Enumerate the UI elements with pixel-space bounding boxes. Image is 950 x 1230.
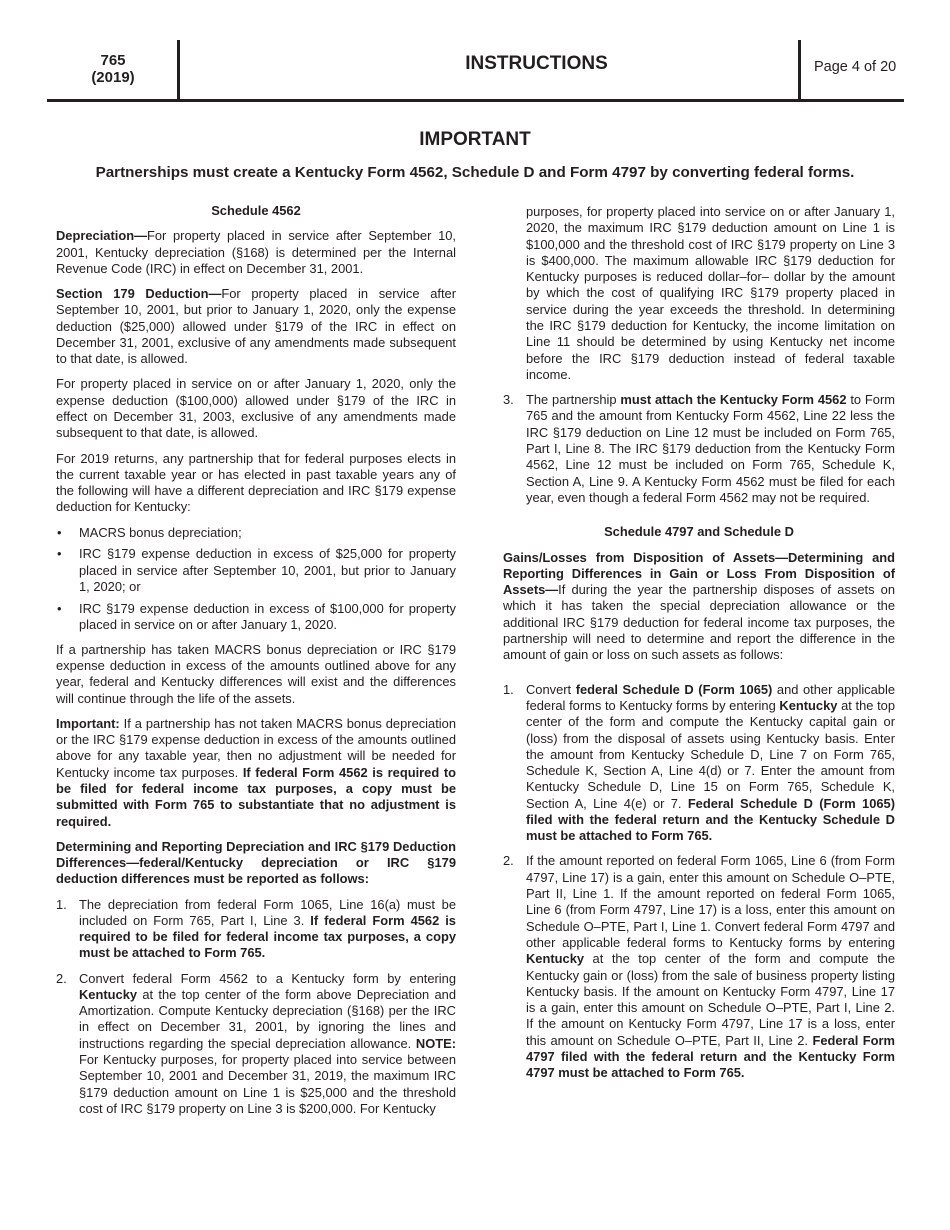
- left-column: [56, 203, 456, 1117]
- list-item: 1. The depreciation from federal Form 1065, Line 16(a) must be included on Form 765, Part I, Line 3. If federal Form 4562 is required to be filed for federal income tax purposes, a copy must be attached to Form 765.: [56, 896, 456, 961]
- section-179-text: For property placed in service after September 10, 2001, but prior to January 1, 2020, only the expense deduction ($25,000) allowed under §179 of the IRC in effect on December 31, 2001, exclusive of any amendments made subsequent to that date, is allowed.: [56, 286, 456, 367]
- right-column: [503, 204, 895, 1091]
- important-heading: IMPORTANT: [419, 129, 531, 150]
- list-item: 1. Convert federal Schedule D (Form 1065) and other applicable federal forms to Kentucky forms by entering Kentucky at the top center of the form and compute the Kentucky capital gain or (loss) from the disposal of assets using Kentucky basis. Enter the amount from Kentucky Schedule D, Line 7 on Form 765, Schedule K, Section A, Line 4(d) or 7. Enter the amount from Kentucky Schedule D, Line 15 on Form 765, Schedule K, Section A, Line 4(e) or 7. Federal Schedule D (Form 1065) filed with the federal return and the Kentucky Schedule D must be attached to Form 765.: [503, 681, 895, 844]
- page-header: [47, 40, 904, 102]
- bullet-icon: •: [57, 600, 62, 616]
- header-divider-right: [798, 40, 801, 102]
- header-divider-left: [177, 40, 180, 102]
- important-subtitle: Partnerships must create a Kentucky Form 4562, Schedule D and Form 4797 by converting federal forms.: [95, 164, 855, 181]
- list-item: • IRC §179 expense deduction in excess of $100,000 for property placed in service on or after January 1, 2020.: [57, 600, 456, 633]
- bullet-icon: •: [57, 546, 62, 562]
- list-item: • MACRS bonus depreciation;: [57, 524, 242, 540]
- form-number: 765: [100, 52, 126, 69]
- macrs-paragraph: If a partnership has taken MACRS bonus depreciation or IRC §179 expense deduction in excess of the amounts outlined above for any year, federal and Kentucky differences will exist and the differences will continue through the life of the assets.: [56, 641, 456, 706]
- depreciation-paragraph: [56, 228, 456, 277]
- list-item: 2. Convert federal Form 4562 to a Kentucky form by entering Kentucky at the top center of the form above Depreciation and Amortization. Compute Kentucky depreciation (§168) per the IRC in effect on December 31, 2001, by ignoring the lines and instructions regarding the special depreciation allowance. NOTE: For Kentucky purposes, for property placed into service between September 10, 2001 and December 31, 2019, the maximum IRC §179 deduction amount on Line 1 is $25,000 and the threshold cost of IRC §179 property on Line 3 is $200,000. For Kentucky: [56, 970, 456, 1116]
- important-lead: Important:: [56, 715, 120, 731]
- important-paragraph: Important: If a partnership has not taken MACRS bonus depreciation or the IRC §179 expense deduction in excess of the amounts outlined above for any taxable year, then no adjustment will be needed for Kentucky income tax purposes. If federal Form 4562 is required to be filed for federal income tax purposes, a copy must be submitted with Form 765 to substantiate that no adjustment is required.: [56, 715, 456, 829]
- form-year: (2019): [91, 69, 135, 86]
- bullet-list: [56, 525, 456, 634]
- list-item: 2. If the amount reported on federal Form 1065, Line 6 (from Form 4797, Line 17) is a gain, enter this amount on Schedule O–PTE, Part II, Line 1. If the amount reported on federal Form 1065, Line 6 (from Form 4797, Line 17) is a loss, enter this amount on Schedule O–PTE, Part I, Line 1. Convert federal Form 4797 and other applicable federal forms to Kentucky forms by entering Kentucky at the top center of the form and compute the Kentucky gain or (loss) from the sale of business property listing Kentucky basis. If the amount on Kentucky Form 4797, Line 17 is a gain, enter this amount on Schedule O–PTE, Part I, Line 2. If the amount on Kentucky Form 4797, Line 17 is a loss, enter this amount on Schedule O–PTE, Part II, Line 2. Federal Form 4797 filed with the federal return and the Kentucky Form 4797 must be attached to Form 765.: [503, 853, 895, 1081]
- depreciation-lead: Depreciation—: [56, 228, 147, 244]
- page-number: Page 4 of 20: [814, 59, 897, 75]
- section-179-lead: Section 179 Deduction—: [56, 286, 222, 302]
- item-2-continued: purposes, for property placed into service on or after January 1, 2020, the maximum IRC §179 deduction amount on Line 1 is $100,000 and the threshold cost of IRC §179 property on Line 3 is $400,000. The maximum allowable IRC §179 deduction for Kentucky purposes is reduced dollar–for– dollar by the amount by which the cost of qualifying IRC §179 property placed in service during the year exceeds the threshold. In determining the IRC §179 deduction for Kentucky, the income limitation on Line 11 should be determined by using Kentucky net income before the IRC §179 deduction instead of federal taxable income.: [526, 204, 895, 382]
- bullet-icon: •: [57, 524, 62, 540]
- left-numbered-list: [56, 897, 456, 1118]
- schedule-4562-heading: Schedule 4562: [211, 203, 301, 218]
- determining-heading: Determining and Reporting Depreciation and IRC §179 Deduction Differences—federal/Kentucky depreciation or IRC §179 deduction differences must be reported as follows:: [56, 838, 456, 887]
- paragraph-2019: For 2019 returns, any partnership that for federal purposes elects in the current taxable year or has elected in past taxable years any of the following will have a different depreciation and IRC §179 expense deduction for Kentucky:: [56, 450, 456, 515]
- gains-paragraph: Gains/Losses from Disposition of Assets—Determining and Reporting Differences in Gain or Loss From Disposition of Assets—If during the year the partnership disposes of assets on which it has taken the special depreciation allowance or the additional IRC §179 deduction for federal income tax purposes, the partnership will need to determine and report the difference in the amount of gain or loss on such assets as follows:: [503, 549, 895, 663]
- list-item: 3. The partnership must attach the Kentucky Form 4562 to Form 765 and the amount from Kentucky Form 4562, Line 22 less the IRC §179 deduction on Line 12 must be included on Form 765, Part I, Line 8. The IRC §179 deduction from the Kentucky Form 4562, Line 12 must be included on Form 765, Schedule K, Section A, Line 9. A Kentucky Form 4562 must be filed for each year, even though a federal Form 4562 may not be required.: [503, 392, 895, 505]
- list-item: • IRC §179 expense deduction in excess of $25,000 for property placed in service after September 10, 2001, but prior to January 1, 2020; or: [57, 546, 456, 594]
- paragraph-2020: For property placed in service on or after January 1, 2020, only the expense deduction ($100,000) allowed under §179 of the IRC in effect on December 31, 2003, exclusive of any amendments made subsequent to that date, is allowed.: [56, 376, 456, 441]
- right-numbered-list-b: [503, 682, 895, 1082]
- section-179-paragraph: [56, 286, 456, 367]
- depreciation-text: For property placed in service after September 10, 2001, Kentucky depreciation (§168) is determined per the Internal Revenue Code (IRC) in effect on December 31, 2001.: [56, 228, 456, 276]
- right-numbered-list-a: [503, 392, 895, 506]
- form-id: [47, 52, 179, 86]
- header-title: INSTRUCTIONS: [465, 53, 608, 74]
- schedule-4797-heading: Schedule 4797 and Schedule D: [604, 524, 794, 540]
